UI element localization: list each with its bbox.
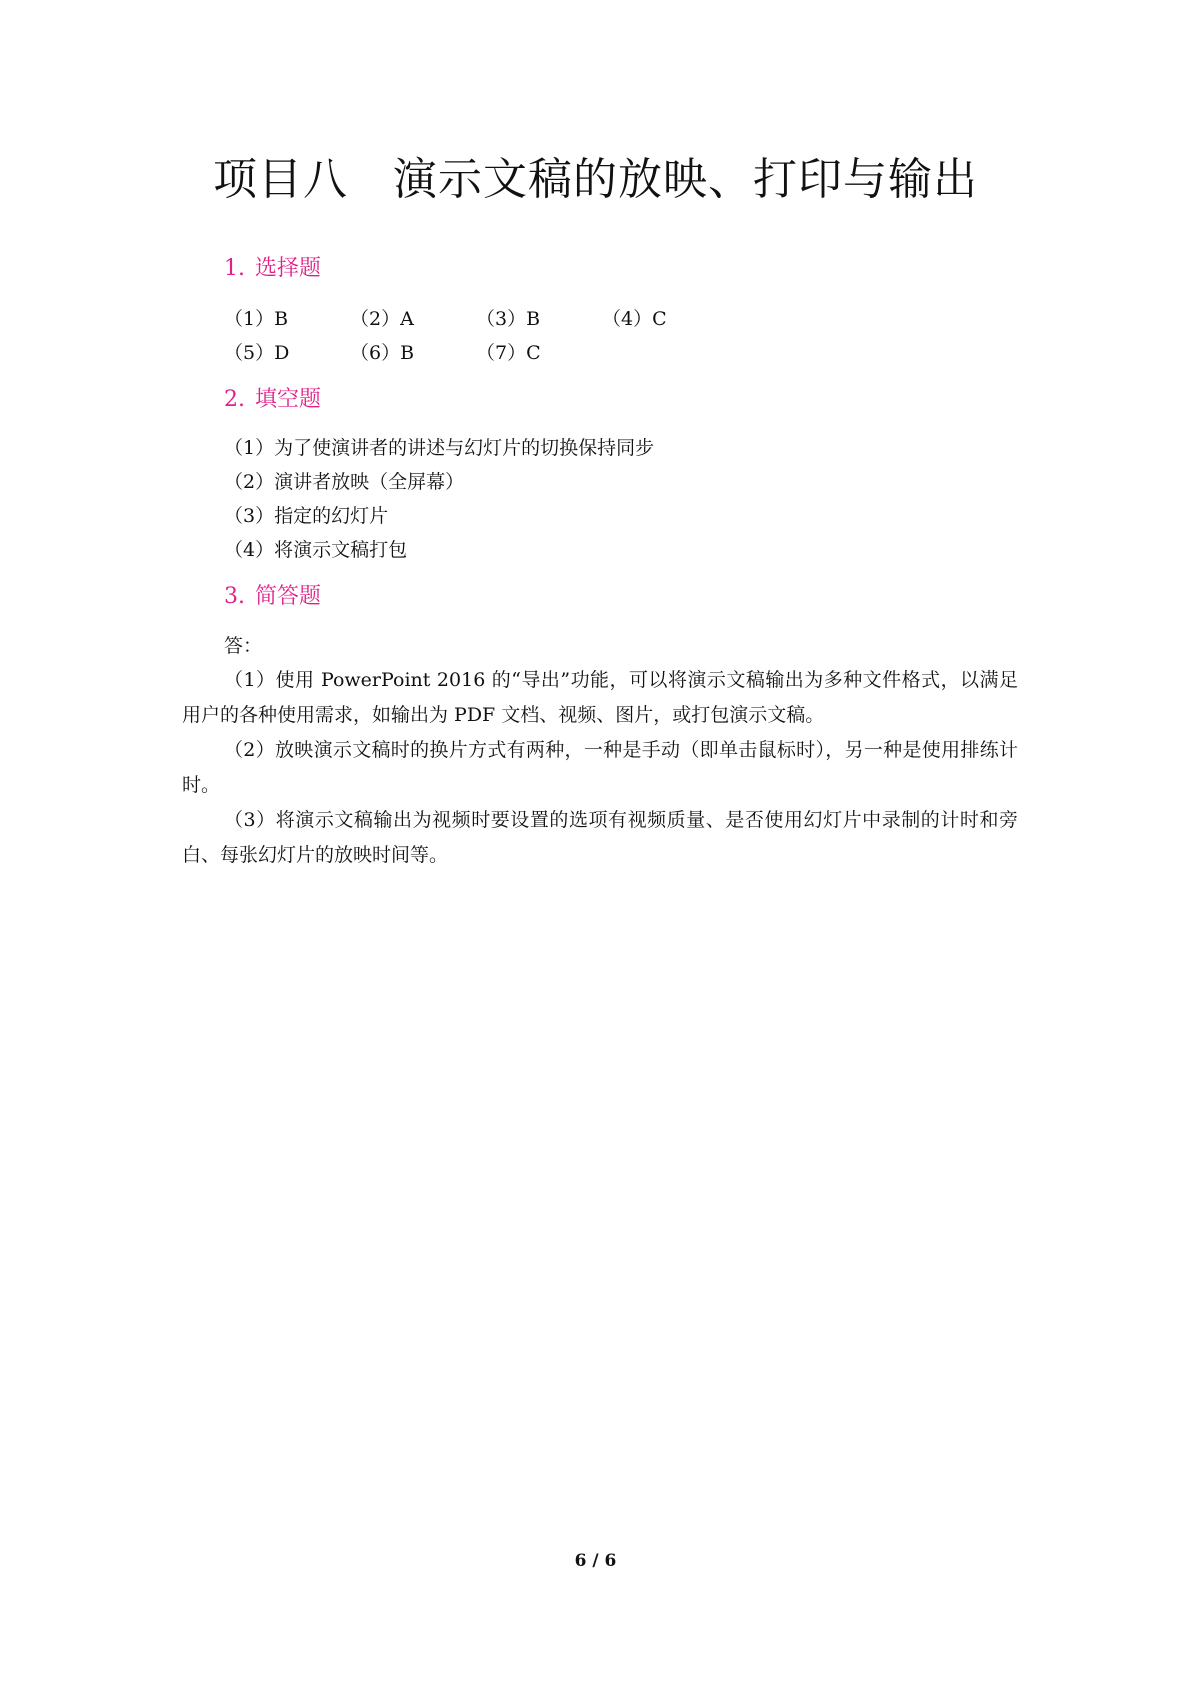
answer-label: 答： (224, 635, 263, 657)
choice-answer-3: （3）B (476, 308, 541, 330)
choice-answer-6: （6）B (350, 342, 415, 364)
choice-answer-5: （5）D (224, 342, 290, 364)
section-heading-fill (224, 385, 321, 415)
fill-answer-2: （2）演讲者放映（全屏幕） (224, 471, 465, 493)
short-answer-paragraph-2: （2）放映演示文稿时的换片方式有两种，一种是手动（即单击鼠标时），另一种是使用排练计时。 (182, 739, 1018, 796)
section-title: 选择题 (255, 256, 322, 281)
page-number: 6 / 6 (574, 1551, 617, 1571)
section-title: 简答题 (255, 584, 322, 609)
short-answer-paragraph-3: （3）将演示文稿输出为视频时要设置的选项有视频质量、是否使用幻灯片中录制的计时和旁白、每张幻灯片的放映时间等。 (182, 809, 1018, 866)
section-heading-choice (224, 254, 321, 284)
section-heading-short (224, 582, 321, 612)
section-number: 1. (224, 256, 245, 281)
section-number: 2. (224, 387, 245, 412)
fill-answer-4: （4）将演示文稿打包 (224, 539, 408, 561)
choice-answer-1: （1）B (224, 308, 289, 330)
short-answer-paragraph-1: （1）使用 PowerPoint 2016 的“导出”功能，可以将演示文稿输出为多种文件格式，以满足用户的各种使用需求，如输出为 PDF 文档、视频、图片，或打包演示文稿。 (182, 669, 1018, 726)
fill-answer-1: （1）为了使演讲者的讲述与幻灯片的切换保持同步 (224, 437, 655, 459)
choice-answer-2: （2）A (350, 308, 414, 330)
page-title: 项目八 演示文稿的放映、打印与输出 (213, 154, 978, 205)
fill-answer-3: （3）指定的幻灯片 (224, 505, 389, 527)
choice-answer-4: （4）C (602, 308, 667, 330)
section-title: 填空题 (255, 387, 322, 412)
choice-answer-7: （7）C (476, 342, 541, 364)
section-number: 3. (224, 584, 245, 609)
